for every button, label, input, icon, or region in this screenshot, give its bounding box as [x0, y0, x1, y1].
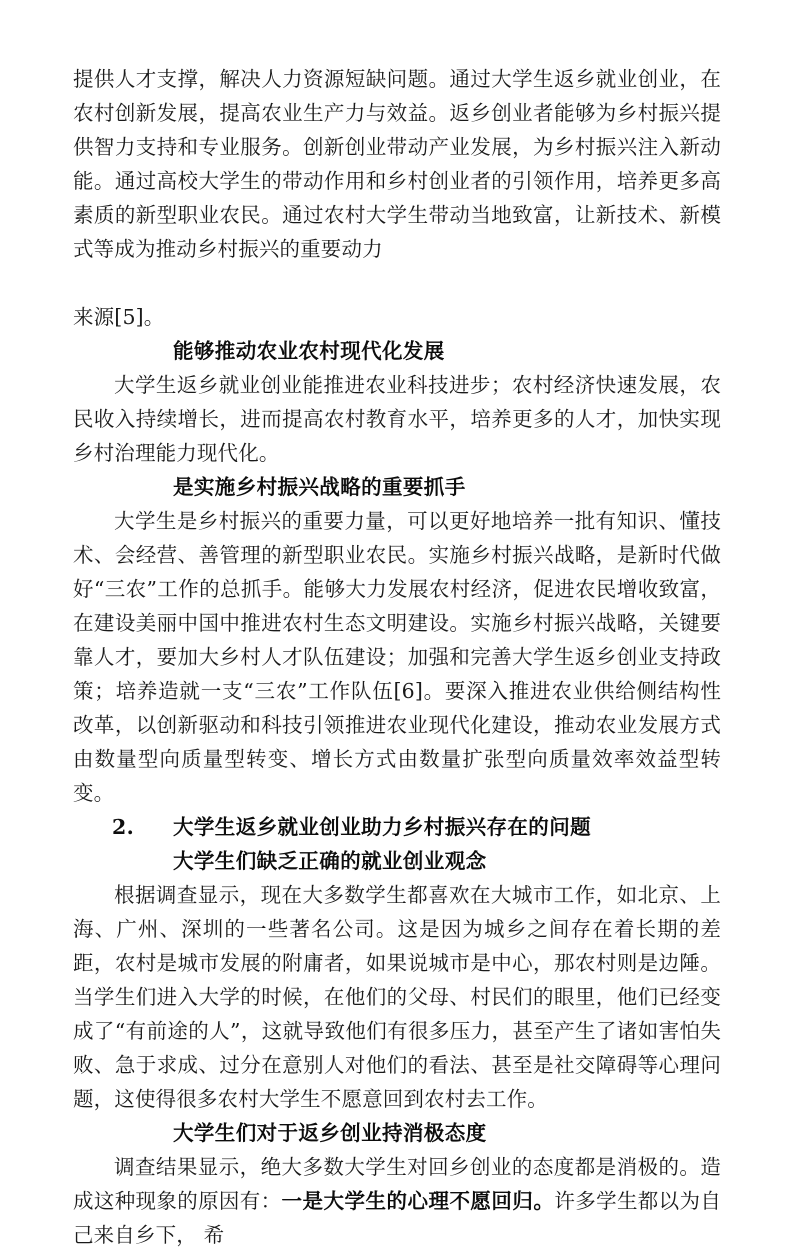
heading-modernization: 能够推动农业农村现代化发展 — [173, 339, 445, 363]
paragraph-continuation: 提供人才支撑，解决人力资源短缺问题。通过大学生返乡就业创业，在农村创新发展，提高农业生产力与效益。返乡创业者能够为乡村振兴提供智力支持和专业服务。创新创业带动产业发展，为乡村振兴注入新动能。通过高校大学生的带动作用和乡村创业者的引领作用，培养更多高素质的新型职业农民。通过农村大学生带动当地致富，让新技术、新模式等成为推动乡村振兴的重要动力 — [73, 67, 721, 261]
paragraph-text-lead: 调查结果显示，绝大多数大学生对回乡创业的态度都是消极的。造成这种现象的原因有： — [73, 1155, 721, 1213]
paragraph-survey-big-cities: 根据调查显示，现在大多数学生都喜欢在大城市工作，如北京、上海、广州、深圳的一些著名公司。这是因为城乡之间存在着长期的差距，农村是城市发展的附庸者，如果说城市是中心，那农村则是边陲。当学生们进入大学的时候，在他们的父母、村民们的眼里，他们已经变成了“有前途的人”，这就导致他们有很多压力，甚至产生了诸如害怕失败、急于求成、过分在意别人对他们的看法、甚至是社交障碍等心理问题，这使得很多农村大学生不愿意回到农村去工作。 — [73, 883, 721, 1111]
paragraph-citation-tail: 来源[5]。 — [73, 305, 165, 329]
heading-negative-attitude: 大学生们对于返乡创业持消极态度 — [173, 1121, 487, 1145]
paragraph-rural-revitalization-strategy: 大学生是乡村振兴的重要力量，可以更好地培养一批有知识、懂技术、会经营、善管理的新型职业农民。实施乡村振兴战略，是新时代做好“三农”工作的总抓手。能够大力发展农村经济，促进农民增收致富，在建设美丽中国中推进农村生态文明建设。实施乡村振兴战略，关键要靠人才，要加大乡村人才队伍建设；加强和完善大学生返乡创业支持政策；培养造就一支“三农”工作队伍[6]。要深入推进农业供给侧结构性改革，以创新驱动和科技引领推进农业现代化建设，推动农业发展方式由数量型向质量型转变、增长方式由数量扩张型向质量效率效益型转变。 — [73, 509, 721, 805]
paragraph-emphasis-run: 一是大学生的心理不愿回归。 — [281, 1189, 555, 1213]
heading-lack-of-correct-concept: 大学生们缺乏正确的就业创业观念 — [173, 849, 487, 873]
paragraph-spacer — [73, 266, 721, 300]
paragraph-negative-attitude — [73, 1150, 721, 1252]
paragraph-text-trail: 许多学生都以为自己来自乡下， 希 — [73, 1189, 721, 1247]
section-number: 2. — [112, 815, 135, 839]
document-body — [73, 62, 721, 1252]
heading-rural-revitalization-strategy: 是实施乡村振兴战略的重要抓手 — [173, 475, 466, 499]
paragraph-modernization: 大学生返乡就业创业能推进农业科技进步；农村经济快速发展，农民收入持续增长，进而提高农村教育水平，培养更多的人才，加快实现乡村治理能力现代化。 — [73, 373, 721, 465]
section-title: 大学生返乡就业创业助力乡村振兴存在的问题 — [173, 815, 591, 839]
section-heading-2 — [73, 810, 721, 844]
